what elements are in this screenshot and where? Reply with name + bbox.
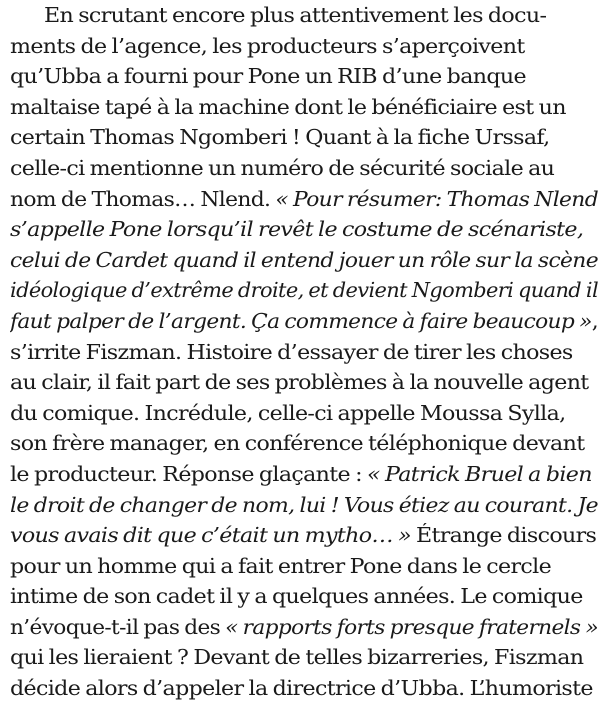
text-line bbox=[10, 459, 598, 490]
text-segment: décide alors d’appeler la directrice d’Ubba. L’humoriste bbox=[10, 676, 593, 701]
text-segment: au clair, il fait part de ses problèmes à la nouvelle agent bbox=[10, 370, 589, 395]
quote-segment: faut palper de l’argent. Ça commence à faire beaucoup » bbox=[10, 308, 592, 333]
text-line bbox=[10, 0, 598, 31]
text-segment: ments de l’agence, les producteurs s’aperçoivent bbox=[10, 33, 525, 58]
text-line bbox=[10, 306, 598, 337]
text-line bbox=[10, 92, 598, 123]
text-line bbox=[10, 551, 598, 582]
quote-segment: s’appelle Pone lorsqu’il revêt le costume de scénariste, bbox=[10, 217, 584, 242]
text-line bbox=[10, 31, 598, 62]
text-segment: s’irrite Fiszman. Histoire d’essayer de tirer les choses bbox=[10, 339, 573, 364]
text-segment: qu’Ubba a fourni pour Pone un RIB d’une banque bbox=[10, 64, 526, 89]
text-line bbox=[10, 367, 598, 398]
text-line bbox=[10, 642, 598, 673]
text-segment: qui les lieraient ? Devant de telles bizarreries, Fiszman bbox=[10, 645, 584, 670]
quote-segment: « rapports forts presque fraternels » bbox=[225, 614, 598, 639]
text-line bbox=[10, 612, 598, 643]
text-line bbox=[10, 581, 598, 612]
text-segment: son frère manager, en conférence téléphonique devant bbox=[10, 431, 585, 456]
text-segment: celle-ci mentionne un numéro de sécurité sociale au bbox=[10, 155, 555, 180]
quote-segment: vous avais dit que c’était un mytho… » bbox=[10, 523, 411, 548]
text-line bbox=[10, 184, 598, 215]
text-segment: En scrutant encore plus attentivement les docu- bbox=[44, 3, 547, 27]
quote-segment: idéologique d’extrême droite, et devient Ngomberi quand il bbox=[10, 278, 598, 303]
text-line bbox=[10, 214, 598, 245]
text-line bbox=[10, 61, 598, 92]
text-segment: du comique. Incrédule, celle-ci appelle Moussa Sylla, bbox=[10, 400, 566, 425]
text-segment: Étrange discours bbox=[410, 523, 597, 548]
text-segment: pour un homme qui a fait entrer Pone dans le cercle bbox=[10, 553, 552, 578]
quote-segment: le droit de changer de nom, lui ! Vous étiez au courant. Je bbox=[10, 492, 598, 517]
text-line bbox=[10, 337, 598, 368]
quote-segment: « Patrick Bruel a bien bbox=[367, 461, 592, 486]
text-segment: nom de Thomas… Nlend. bbox=[10, 186, 276, 211]
text-line bbox=[10, 428, 598, 459]
text-segment: , bbox=[591, 308, 598, 333]
text-segment: intime de son cadet il y a quelques années. Le comique bbox=[10, 584, 583, 609]
text-line bbox=[10, 673, 598, 704]
text-segment: n’évoque-t-il pas des bbox=[10, 614, 226, 639]
text-line bbox=[10, 275, 598, 306]
article-paragraph bbox=[10, 0, 598, 704]
text-line bbox=[10, 490, 598, 521]
text-line bbox=[10, 122, 598, 153]
quote-segment: celui de Cardet quand il entend jouer un rôle sur la scène bbox=[10, 247, 598, 272]
text-segment: certain Thomas Ngomberi ! Quant à la fiche Urssaf, bbox=[10, 125, 550, 150]
text-line bbox=[10, 520, 598, 551]
text-line bbox=[10, 245, 598, 276]
text-segment: le producteur. Réponse glaçante : bbox=[10, 461, 368, 486]
quote-segment: « Pour résumer: Thomas Nlend bbox=[275, 186, 598, 211]
text-segment: maltaise tapé à la machine dont le bénéficiaire est un bbox=[10, 94, 566, 119]
text-line bbox=[10, 398, 598, 429]
text-line bbox=[10, 153, 598, 184]
